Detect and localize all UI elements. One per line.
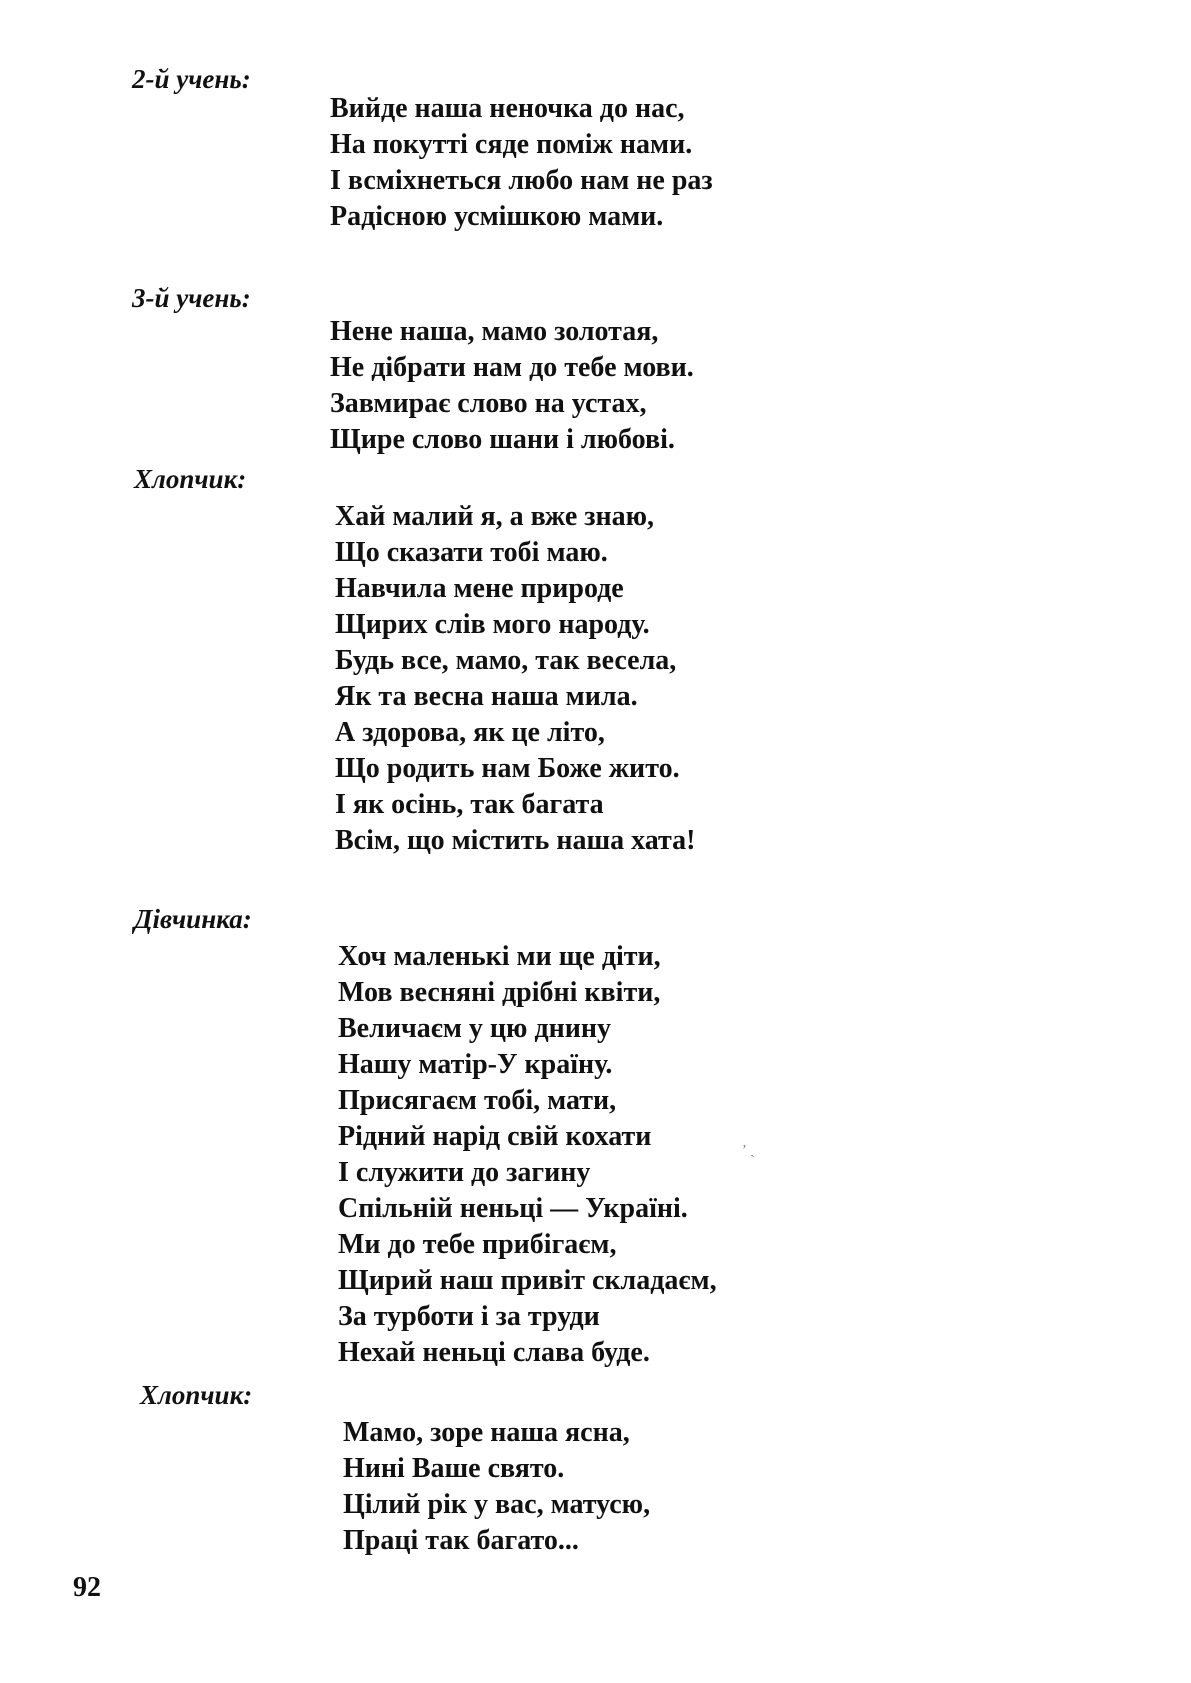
speaker-label-girl: Дівчинка: bbox=[134, 904, 252, 934]
verse-line: Ми до тебе прибігаєм, bbox=[338, 1229, 617, 1260]
verse-line: Не дібрати нам до тебе мови. bbox=[330, 352, 694, 383]
verse-line: І всміхнеться любо нам не раз bbox=[330, 165, 713, 196]
verse-line: Що родить нам Боже жито. bbox=[335, 753, 680, 784]
verse-line: Будь все, мамо, так весела, bbox=[335, 645, 677, 676]
verse-line: Нехай неньці слава буде. bbox=[338, 1337, 650, 1368]
speaker-label-2nd-student: 2-й учень: bbox=[132, 64, 251, 94]
verse-line: Величаєм у цю днину bbox=[338, 1013, 611, 1044]
verse-line: Щирий наш привіт складаєм, bbox=[338, 1265, 717, 1296]
verse-boy-2 bbox=[343, 1415, 650, 1559]
verse-line: Вийде наша неночка до нас, bbox=[330, 93, 685, 124]
speaker-label-3rd-student: 3-й учень: bbox=[132, 283, 251, 313]
scan-speck-mark: ʼ ˎ bbox=[742, 1143, 755, 1158]
verse-line: Завмирає слово на устах, bbox=[330, 388, 647, 419]
verse-line: А здорова, як це літо, bbox=[335, 717, 605, 748]
verse-line: Рідний нарід свій кохати bbox=[338, 1121, 652, 1152]
verse-line: Щирих слів мого народу. bbox=[335, 609, 650, 640]
verse-line: На покутті сяде поміж нами. bbox=[330, 129, 693, 160]
verse-line: За турботи і за труди bbox=[338, 1301, 600, 1332]
verse-line: І як осінь, так багата bbox=[335, 789, 604, 820]
verse-line: І служити до загину bbox=[338, 1157, 591, 1188]
verse-line: Як та весна наша мила. bbox=[335, 681, 638, 712]
verse-line: Радісною усмішкою мами. bbox=[330, 201, 664, 232]
verse-line: Мов весняні дрібні квіти, bbox=[338, 977, 661, 1008]
speaker-label-boy-2: Хлопчик: bbox=[140, 1380, 253, 1410]
verse-girl bbox=[338, 939, 717, 1371]
verse-boy bbox=[335, 499, 695, 859]
verse-line: Нашу матір-У країну. bbox=[338, 1049, 613, 1080]
verse-line: Цілий рік у вас, матусю, bbox=[343, 1489, 651, 1520]
verse-line: Нене наша, мамо золотая, bbox=[330, 316, 659, 347]
verse-3rd-student bbox=[330, 314, 694, 458]
verse-line: Присягаєм тобі, мати, bbox=[338, 1085, 617, 1116]
verse-line: Що сказати тобі маю. bbox=[335, 537, 608, 568]
verse-line: Всім, що містить наша хата! bbox=[335, 825, 696, 856]
page-number: 92 bbox=[73, 1572, 101, 1603]
verse-line: Спільній неньці — Україні. bbox=[338, 1193, 688, 1224]
verse-line: Мамо, зоре наша ясна, bbox=[343, 1417, 630, 1448]
speaker-label-boy: Хлопчик: bbox=[134, 464, 247, 494]
verse-line: Хоч маленькі ми ще діти, bbox=[338, 941, 661, 972]
verse-line: Праці так багато... bbox=[343, 1525, 579, 1556]
verse-line: Хай малий я, а вже знаю, bbox=[335, 501, 655, 532]
verse-line: Щире слово шани і любові. bbox=[330, 424, 675, 455]
verse-line: Навчила мене природе bbox=[335, 573, 624, 604]
verse-2nd-student bbox=[330, 91, 713, 235]
verse-line: Нині Ваше свято. bbox=[343, 1453, 565, 1484]
